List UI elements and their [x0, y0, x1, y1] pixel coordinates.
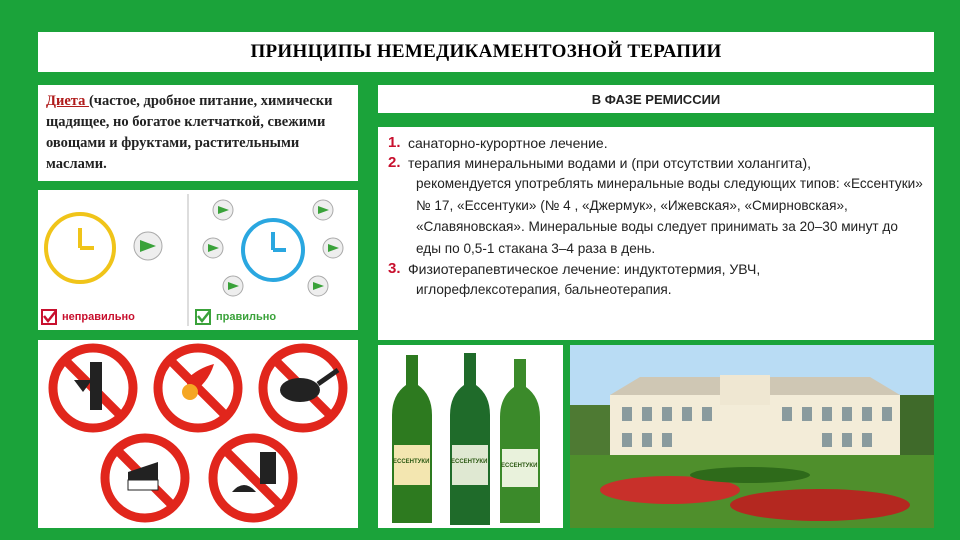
- list-text: Физиотерапевтическое лечение:: [408, 261, 621, 277]
- list-item: [388, 133, 924, 153]
- list-number: 2.: [388, 154, 401, 171]
- bottle-label: ЕССЕНТУКИ: [501, 463, 538, 469]
- diet-text: (частое, дробное питание, химически щадящее, но богатое клетчаткой, свежими овощами и фруктами, растительными маслами.: [46, 93, 333, 172]
- therapy-list: [378, 127, 934, 340]
- bottle-icon: [450, 353, 490, 525]
- title-bar: [38, 32, 934, 72]
- diet-text-box: [38, 85, 358, 181]
- meal-schedule-illustration: [38, 190, 358, 330]
- bottle-icon: [500, 359, 540, 523]
- remission-header-text: В ФАЗЕ РЕМИССИИ: [591, 91, 721, 107]
- list-item: [388, 153, 924, 173]
- list-item: [388, 259, 924, 279]
- list-number: 1.: [388, 134, 401, 151]
- right-label: правильно: [216, 311, 277, 323]
- bottle-label: ЕССЕНТУКИ: [451, 459, 488, 465]
- list-subtext: рекомендуется употреблять минеральные воды следующих типов: «Ессентуки» № 17, «Ессентуки» (№ 4 , «Джермук», «Ижевская», «Смирновская», «Славяновская». Минеральные воды следует принимать за 20–30 минут до еды по 0,5-1 стакана 3–4 раза в день.: [416, 176, 923, 256]
- forbidden-foods-illustration: [38, 340, 358, 528]
- list-number: 3.: [388, 260, 401, 277]
- wrong-label: неправильно: [62, 311, 135, 323]
- list-text-rest: индуктотермия, УВЧ,: [620, 261, 761, 277]
- clock-icon: [243, 220, 303, 280]
- plate-icon: [134, 232, 162, 260]
- diet-link[interactable]: Диета: [46, 93, 89, 109]
- page-title: ПРИНЦИПЫ НЕМЕДИКАМЕНТОЗНОЙ ТЕРАПИИ: [250, 41, 722, 62]
- mineral-water-bottles-image: [378, 345, 563, 528]
- building-icon: [610, 375, 900, 463]
- clock-icon: [46, 214, 114, 282]
- list-text: терапия минеральными водами и (при отсутствии холангита),: [408, 155, 812, 171]
- list-text: санаторно-курортное лечение.: [408, 135, 608, 151]
- bottle-icon: [392, 355, 432, 523]
- sanatorium-photo: [570, 345, 934, 528]
- remission-header: [378, 85, 934, 113]
- bottle-label: ЕССЕНТУКИ: [393, 459, 430, 465]
- list-subtext: иглорефлексотерапия, бальнеотерапия.: [416, 282, 672, 297]
